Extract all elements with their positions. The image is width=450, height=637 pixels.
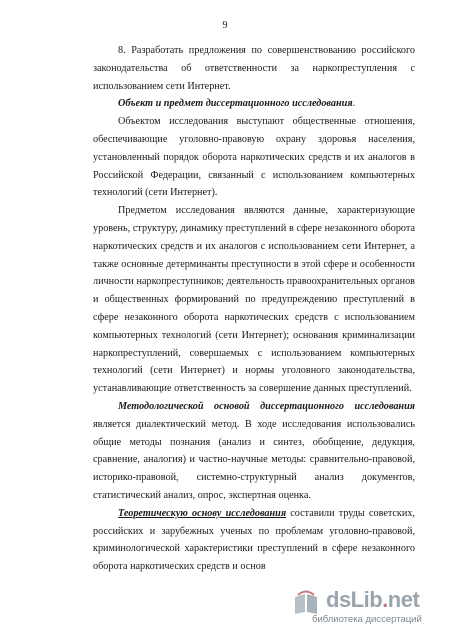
theory-body: составили труды советских, российских и зарубежных ученых по проблемам уголовно-правовой, криминологической характеристики преступлений в сфере незаконного оборота наркотических средств и основ	[93, 507, 415, 573]
theory-heading: Теоретическую основу исследования	[118, 507, 287, 519]
paragraph-methodology	[93, 398, 415, 505]
watermark	[286, 587, 436, 627]
heading-text: Объект и предмет диссертационного исследования	[118, 98, 353, 110]
methodology-body: является диалектический метод. В ходе исследования использовались общие методы познания (анализ и синтез, обобщение, дедукция, сравнение, аналогия) и частно-научные методы: сравнительно-правовой, историко-правовой, системно-структурный анализ документов, статистический анализ, опрос, экспертная оценка.	[93, 418, 415, 501]
paragraph-item-8: 8. Разработать предложения по совершенствованию российского законодательства об ответственности за наркопреступления с использованием сети Интернет.	[93, 45, 415, 92]
paragraph-theory	[93, 505, 415, 576]
methodology-heading: Методологической основой диссертационного исследования	[118, 400, 415, 412]
watermark-caption: библиотека диссертаций	[312, 614, 422, 625]
paragraph-subject: Предметом исследования являются данные, характеризующие уровень, структуру, динамику преступлений в сфере незаконного оборота наркотических средств и их аналогов с использованием сети Интернет, а также основные детерминанты преступности в этой сфере и особенности личности наркопреступников; деятельность правоохранительных органов и общественных формирований по предупреждению преступлений в сфере незаконного оборота наркотических средств с использованием компьютерных технологий (сети Интернет); основания криминализации наркопреступлений, совершаемых с использованием компьютерных технологий (сети Интернет) и нормы уголовного законодательства, устанавливающие ответственность за совершение данных преступлений.	[93, 205, 415, 395]
page-number: 9	[222, 20, 228, 31]
book-icon	[292, 589, 320, 617]
section-heading	[93, 95, 415, 113]
watermark-logo: dsLib.net	[326, 587, 420, 612]
heading-tail: .	[352, 98, 356, 110]
paragraph-object: Объектом исследования выступают общественные отношения, обеспечивающие уголовно-правовую охрану здоровья населения, установленный порядок оборота наркотических средств и их аналогов в Российской Федерации, связанный с использованием компьютерных технологий (сети Интернет).	[93, 116, 415, 199]
document-body	[93, 42, 415, 576]
